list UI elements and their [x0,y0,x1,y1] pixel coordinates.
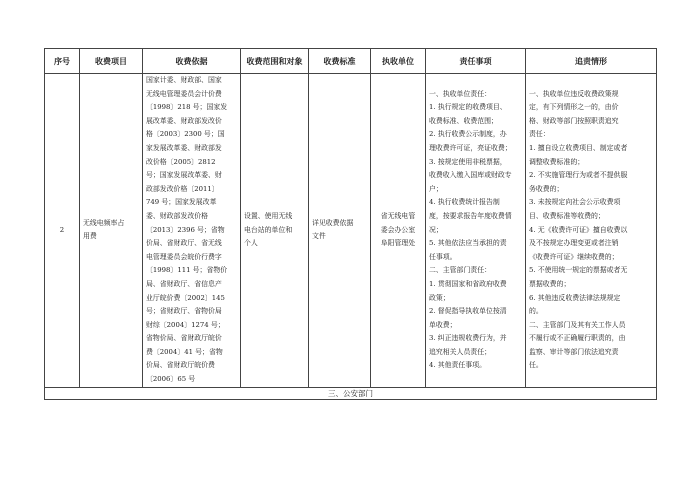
text-line: 2. 执行收费公示制度，办 [429,130,507,139]
header-row [45,49,657,74]
text-line: 4. 无《收费许可证》擅自收费以 [529,225,628,234]
text-line: 文件 [312,232,326,241]
header-number: 序号 [45,49,80,74]
text-line: 749 号；国家发展改革 [146,198,217,207]
text-line: 追究相关人员责任； [429,347,492,356]
table-row [45,74,657,388]
text-line: 及不按规定办理变更或者注销 [529,239,619,248]
text-line: 委会办公室 [380,225,416,234]
text-line: 格、财政等部门按照职责追究 [529,116,619,125]
text-line: 改价格〔2005〕2812 [146,157,216,166]
text-line: 度，按要求报告年度收费情 [429,211,512,220]
text-line: 2. 督促指导执收单位按清 [429,307,507,316]
text-line: 局、省财政厅、省信息产 [146,279,222,288]
text-line: 省无线电管 [380,211,416,220]
text-line: 1. 擅自设立收费项目、制定或者 [529,143,628,152]
cell-item [80,74,143,388]
text-line: 4. 其他责任事项。 [429,361,486,370]
text-line: 政策； [429,293,450,302]
fee-table [44,48,657,400]
text-line: 财综〔2004〕1274 号； [146,320,225,329]
text-line: 〔2006〕65 号 [146,375,196,384]
text-line: 费〔2004〕41 号；省物 [146,347,223,356]
text-line: 号；省财政厅、省物价局 [146,307,222,316]
text-line: 号；国家发展改革委、财 [146,171,222,180]
text-line: 票据收费的； [529,279,571,288]
text-line: 无线电管理委员会计价费 [146,89,222,98]
header-unit: 执收单位 [371,49,426,74]
text-line: 2. 不实施管理行为或者不提供服 [529,171,628,180]
text-line: 国家计委、财政部、国家 [146,76,222,84]
text-line: 1. 贯彻国家和省政府收费 [429,279,507,288]
text-line: 业厅皖价费〔2002〕145 [146,293,225,302]
text-line: 调整收费标准的； [529,157,585,166]
header-standard: 收费标准 [309,49,371,74]
text-line: 个人 [244,239,258,248]
cell-duties [426,74,526,388]
cell-standard [309,74,371,388]
text-line: 理收费许可证，亮证收费； [429,143,512,152]
header-accountability: 追责情形 [526,49,657,74]
header-basis: 收费依据 [143,49,241,74]
header-scope: 收费范围和对象 [241,49,309,74]
text-line: 价局、省财政厅、省无线 [146,239,222,248]
text-line: 电台站的单位和 [244,225,293,234]
text-line: 任事项。 [429,252,457,261]
text-line: 1. 执行规定的收费项目、 [429,103,507,112]
text-line: 的。 [529,307,543,316]
text-line: 3. 纠正违规收费行为，并 [429,334,507,343]
text-line: 收费标准、收费范围； [429,116,498,125]
text-line: 〔1998〕218 号；国家发 [146,103,228,112]
text-line: 一、执收单位违反收费政策规 [529,89,619,98]
cell-accountability [526,74,657,388]
cell-number: 2 [45,74,80,388]
text-line: 二、主管部门及其有关工作人员 [529,320,626,329]
cell-unit [371,74,426,388]
text-line: 6. 其他违反收费法律法规规定 [529,293,621,302]
text-line: 阜阳管理处 [380,239,416,248]
cell-basis [143,74,241,388]
text-line: 户； [429,184,443,193]
section-row [45,387,657,399]
text-line: 一、执收单位责任： [429,89,492,98]
section-title: 三、公安部门 [45,387,657,399]
header-duties: 责任事项 [426,49,526,74]
text-line: 二、主管部门责任： [429,266,492,275]
text-line: 单收费； [429,320,457,329]
text-line: 展改革委、财政部发改价 [146,116,222,125]
text-line: 目、收费标准等收费的； [529,211,605,220]
text-line: 格〔2003〕2300 号；国 [146,130,225,139]
text-line: 设置、使用无线 [244,211,293,220]
text-line: 省物价局、省财政厅皖价 [146,334,222,343]
text-line: 委、财政部发改价格 [146,211,209,220]
text-line: 5. 其他依法应当承担的责 [429,239,507,248]
text-line: 家发展改革委、财政部发 [146,143,222,152]
text-line: 〔2013〕2396 号；省物 [146,225,225,234]
text-line: 无线电频率占 [83,218,125,227]
text-line: 任。 [529,361,543,370]
text-line: 〔1998〕111 号；省物价 [146,266,228,275]
text-line: 4. 执行收费统计报告制 [429,198,500,207]
text-line: 政部发改价格〔2011〕 [146,184,219,193]
text-line: 3. 未按规定向社会公示收费项 [529,198,621,207]
text-line: 务收费的； [529,184,564,193]
cell-scope [241,74,309,388]
text-line: 监察、审计等部门依法追究责 [529,347,619,356]
text-line: 不履行或不正确履行职责的，由 [529,334,626,343]
text-line: 用费 [83,232,97,241]
text-line: 价局、省财政厅皖价费 [146,361,215,370]
text-line: 3. 按规定使用非税票据， [429,157,507,166]
text-line: 定，有下列情形之一的，由价 [529,103,619,112]
text-line: 况； [429,225,443,234]
text-line: 责任： [529,130,550,139]
header-item: 收费项目 [80,49,143,74]
text-line: 《收费许可证》继续收费的； [529,252,619,261]
text-line: 收费收入缴入国库或财政专 [429,171,512,180]
text-line: 详见收费依据 [312,218,354,227]
text-line: 电管理委员会皖价行费字 [146,252,222,261]
text-line: 5. 不使用统一规定的票据或者无 [529,266,628,275]
